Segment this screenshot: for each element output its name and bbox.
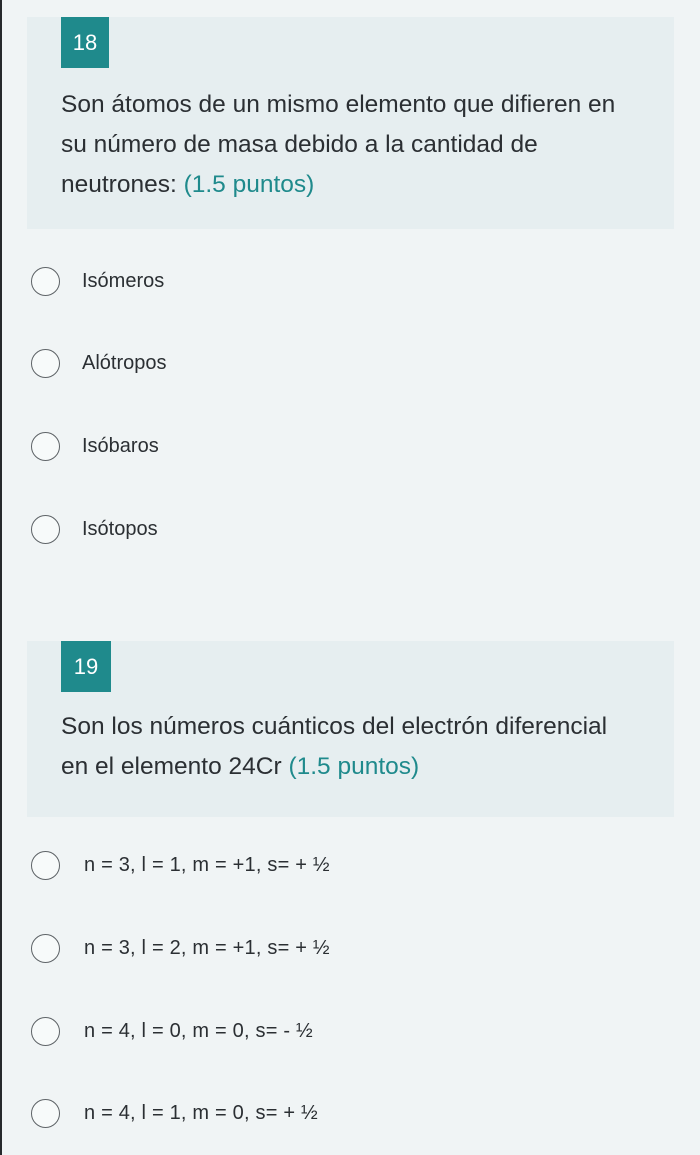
option-quantum-4[interactable] <box>31 1094 318 1132</box>
question-points: (1.5 puntos) <box>288 753 420 780</box>
question-text <box>61 85 634 205</box>
option-label: n = 4, l = 0, m = 0, s= - ½ <box>84 1019 313 1042</box>
option-isobaros[interactable] <box>31 427 159 465</box>
question-text <box>61 707 634 787</box>
radio-button[interactable] <box>31 851 60 880</box>
option-label: Alótropos <box>82 351 167 374</box>
question-prompt: Son los números cuánticos del electrón diferencial en el elemento 24Cr <box>61 713 608 780</box>
radio-button[interactable] <box>31 515 60 544</box>
question-card-18 <box>27 17 674 229</box>
question-number-badge: 18 <box>61 17 109 68</box>
left-border <box>0 0 2 1155</box>
question-points: (1.5 puntos) <box>183 171 315 198</box>
option-quantum-3[interactable] <box>31 1012 313 1050</box>
question-card-19 <box>27 641 674 817</box>
question-prompt: Son átomos de un mismo elemento que difieren en su número de masa debido a la cantidad de neutrones: <box>61 91 616 198</box>
option-label: Isótopos <box>82 517 158 540</box>
option-label: n = 3, l = 1, m = +1, s= + ½ <box>84 853 330 876</box>
radio-button[interactable] <box>31 1099 60 1128</box>
question-number-badge: 19 <box>61 641 111 692</box>
option-alotropos[interactable] <box>31 344 167 382</box>
option-label: n = 3, l = 2, m = +1, s= + ½ <box>84 936 330 959</box>
option-quantum-2[interactable] <box>31 929 330 967</box>
option-isotopos[interactable] <box>31 510 158 548</box>
radio-button[interactable] <box>31 349 60 378</box>
radio-button[interactable] <box>31 432 60 461</box>
option-quantum-1[interactable] <box>31 846 330 884</box>
option-label: n = 4, l = 1, m = 0, s= + ½ <box>84 1101 318 1124</box>
option-label: Isóbaros <box>82 434 159 457</box>
radio-button[interactable] <box>31 934 60 963</box>
radio-button[interactable] <box>31 1017 60 1046</box>
option-isomeros[interactable] <box>31 262 164 300</box>
radio-button[interactable] <box>31 267 60 296</box>
option-label: Isómeros <box>82 269 165 292</box>
